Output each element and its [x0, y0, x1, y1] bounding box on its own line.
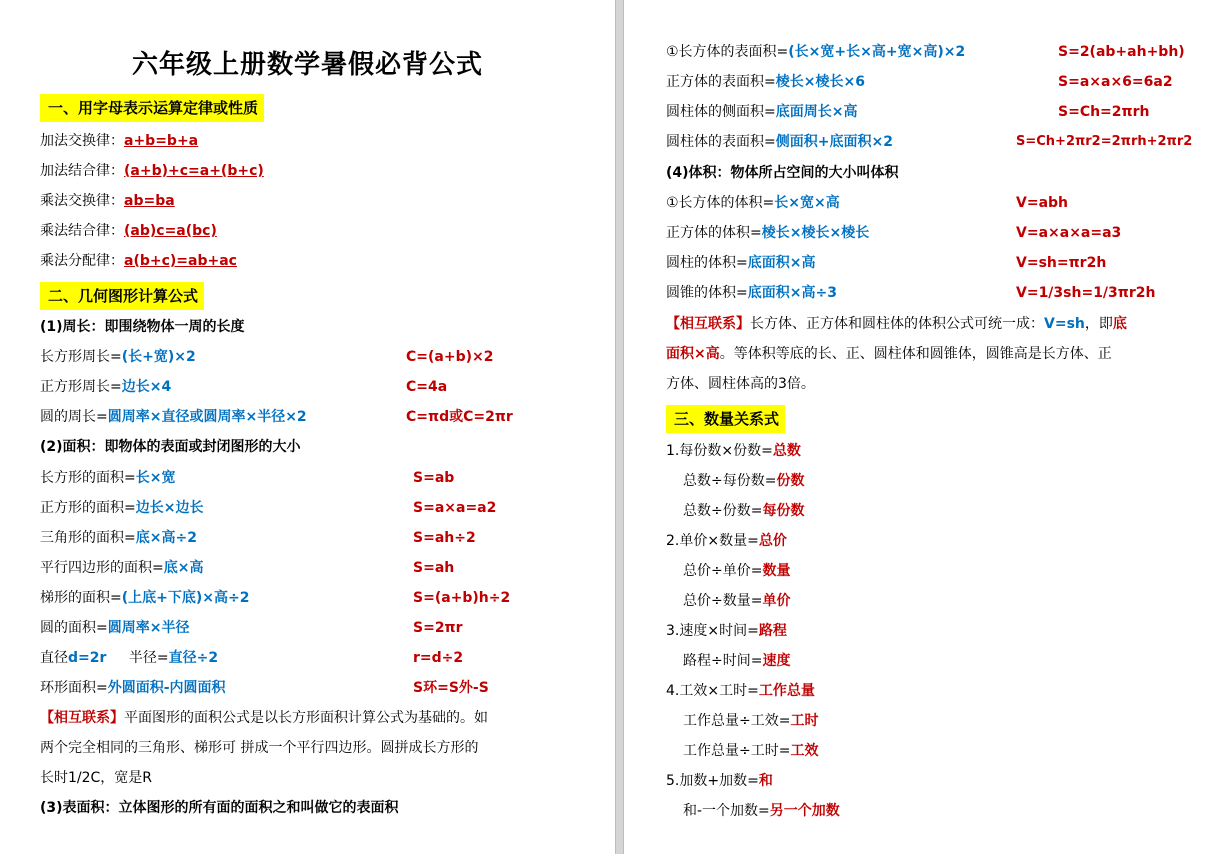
formula-line: 圆柱体的表面积=侧面积+底面积×2 S=Ch+2πr2=2πrh+2πr2 [666, 134, 1193, 150]
quantity-line: 总价÷数量=单价 [683, 593, 791, 609]
formula-line: ①长方体的体积=长×宽×高 V=abh [666, 195, 1069, 211]
formula-line: 正方形的面积=边长×边长 S=a×a=a2 [40, 500, 497, 516]
right-page [624, 0, 1231, 854]
formula-line: 三角形的面积=底×高÷2 S=ah÷2 [40, 530, 476, 546]
page-divider [615, 0, 624, 854]
formula-line: 圆锥的体积=底面积×高÷3 V=1/3sh=1/3πr2h [666, 285, 1156, 301]
formula-line: 长方形周长=(长+宽)×2 C=(a+b)×2 [40, 349, 494, 365]
formula-line: 长方形的面积=长×宽 S=ab [40, 470, 455, 486]
quantity-line: 总价÷单价=数量 [683, 563, 791, 579]
quantity-line: 5.加数+加数=和 [666, 773, 773, 789]
formula-line: 圆柱体的侧面积=底面周长×高 S=Ch=2πrh [666, 104, 1150, 120]
law-line: 加法结合律：(a+b)+c=a+(b+c) [40, 163, 264, 179]
page-title: 六年级上册数学暑假必背公式 [131, 50, 483, 80]
surface-heading: (3)表面积：立体图形的所有面的面积之和叫做它的表面积 [40, 800, 399, 816]
relation-paragraph: 【相互联系】长方体、正方体和圆柱体的体积公式可统一成：V=sh，即底 面积×高。等体积等底的长、正、圆柱体和圆锥体，圆锥高是长方体、正 方体、圆柱体高的3倍。 [666, 316, 1127, 392]
formula-line: ①长方体的表面积=(长×宽+长×高+宽×高)×2 S=2(ab+ah+bh) [666, 44, 1185, 60]
area-heading: (2)面积：即物体的表面或封闭图形的大小 [40, 439, 301, 455]
law-line: 乘法分配律：a(b+c)=ab+ac [40, 253, 237, 269]
quantity-line: 工作总量÷工效=工时 [683, 713, 819, 729]
quantity-line: 1.每份数×份数=总数 [666, 443, 801, 459]
section-heading-2: 二、几何图形计算公式 [40, 282, 204, 312]
left-page [0, 0, 615, 854]
quantity-line: 总数÷份数=每份数 [683, 503, 805, 519]
diameter-line: 直径d=2r 半径=直径÷2 r=d÷2 [40, 650, 464, 666]
quantity-line: 路程÷时间=速度 [683, 653, 791, 669]
quantity-line: 和-一个加数=另一个加数 [683, 803, 840, 819]
formula-line: 梯形的面积=(上底+下底)×高÷2 S=(a+b)h÷2 [40, 590, 511, 606]
relation-paragraph: 【相互联系】平面图形的面积公式是以长方形面积计算公式为基础的。如 两个完全相同的三角形、梯形可 拼成一个平行四边形。圆拼成长方形的 长时1/2C，宽是R [40, 710, 488, 786]
formula-line: 正方体的表面积=棱长×棱长×6 S=a×a×6=6a2 [666, 74, 1173, 90]
formula-line: 平行四边形的面积=底×高 S=ah [40, 560, 455, 576]
formula-line: 圆的面积=圆周率×半径 S=2πr [40, 620, 463, 636]
ring-line: 环形面积=外圆面积-内圆面积 S环=S外-S [40, 680, 489, 696]
formula-line: 正方体的体积=棱长×棱长×棱长 V=a×a×a=a3 [666, 225, 1122, 241]
law-line: 乘法交换律：ab=ba [40, 193, 175, 209]
perimeter-heading: (1)周长：即围绕物体一周的长度 [40, 319, 245, 335]
formula-line: 正方形周长=边长×4 C=4a [40, 379, 448, 395]
quantity-line: 工作总量÷工时=工效 [683, 743, 819, 759]
formula-line: 圆柱的体积=底面积×高 V=sh=πr2h [666, 255, 1107, 271]
quantity-line: 4.工效×工时=工作总量 [666, 683, 815, 699]
section-heading-1: 一、用字母表示运算定律或性质 [40, 94, 264, 124]
formula-line: 圆的周长=圆周率×直径或圆周率×半径×2 C=πd或C=2πr [40, 409, 513, 425]
quantity-line: 2.单价×数量=总价 [666, 533, 787, 549]
quantity-line: 3.速度×时间=路程 [666, 623, 787, 639]
volume-heading: (4)体积：物体所占空间的大小叫体积 [666, 165, 899, 181]
quantity-line: 总数÷每份数=份数 [683, 473, 805, 489]
law-line: 加法交换律：a+b=b+a [40, 133, 199, 149]
section-heading-3: 三、数量关系式 [666, 405, 785, 435]
law-line: 乘法结合律：(ab)c=a(bc) [40, 223, 217, 239]
